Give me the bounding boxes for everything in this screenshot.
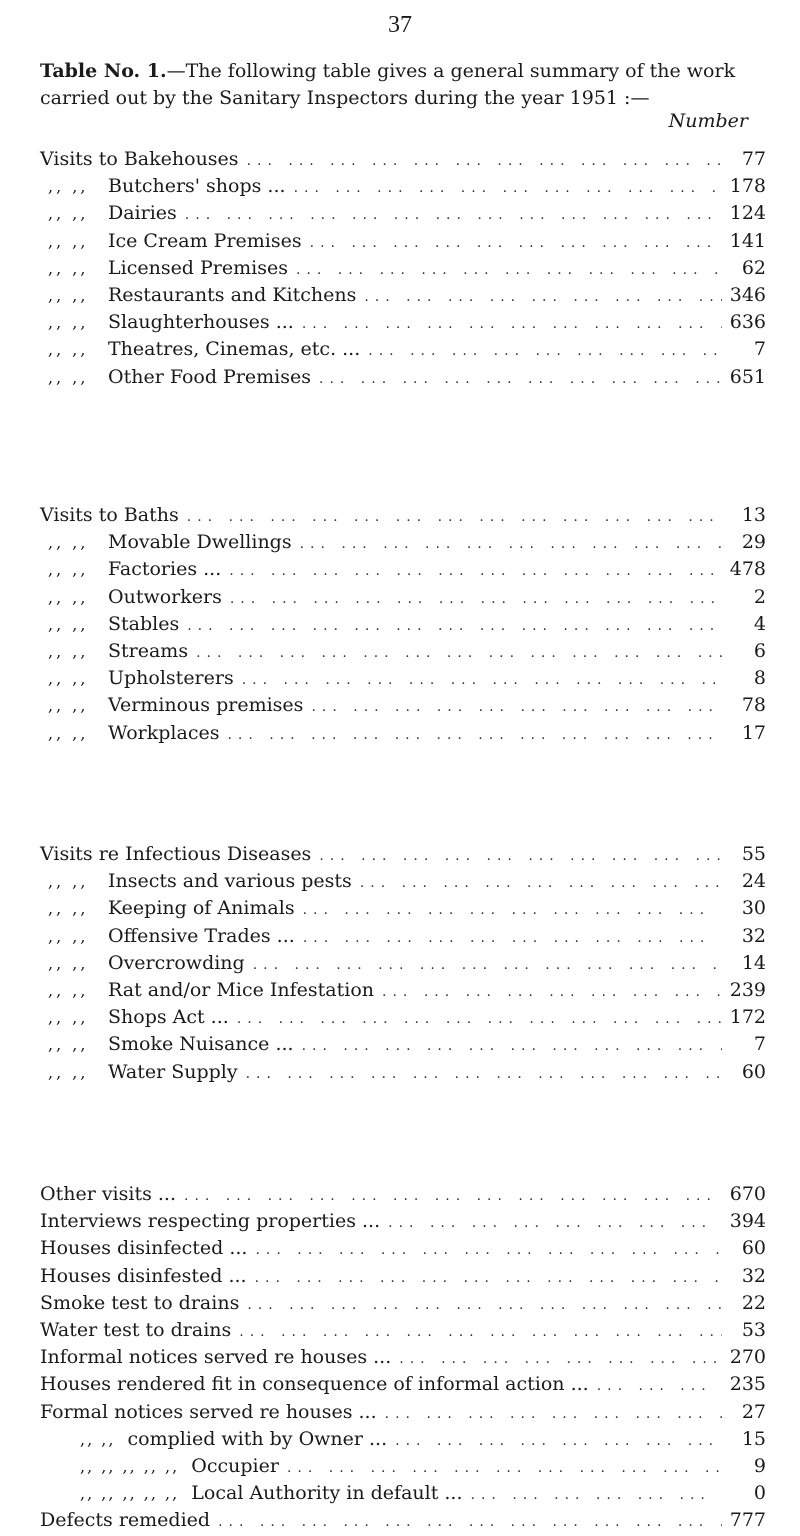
table-row bbox=[40, 1319, 766, 1346]
table-row bbox=[40, 338, 766, 365]
row-value: 478 bbox=[729, 558, 766, 581]
table-row bbox=[40, 175, 766, 202]
table-row bbox=[40, 640, 766, 667]
row-value: 29 bbox=[741, 531, 766, 554]
ditto-mark: ,, ,, bbox=[48, 177, 89, 197]
table-row bbox=[40, 1346, 766, 1373]
row-label: Theatres, Cinemas, etc. ... bbox=[108, 338, 361, 361]
row-value: 30 bbox=[741, 897, 766, 920]
row-value: 22 bbox=[741, 1291, 766, 1314]
ditto-mark: ,, ,, bbox=[48, 533, 89, 553]
table-row bbox=[40, 925, 766, 952]
row-label: Other visits ... bbox=[40, 1183, 176, 1205]
row-label: Infectious Diseases bbox=[125, 843, 312, 865]
row-label: Dairies bbox=[108, 202, 177, 225]
table-row bbox=[40, 1428, 766, 1455]
row-label: Interviews respecting properties ... bbox=[40, 1210, 381, 1233]
row-label: Workplaces bbox=[108, 721, 220, 744]
row-value: 7 bbox=[753, 338, 766, 361]
row-value: 2 bbox=[753, 585, 766, 608]
row-value: 32 bbox=[741, 1264, 766, 1287]
row-value: 55 bbox=[741, 843, 766, 865]
ditto-mark: ,, ,, bbox=[48, 872, 89, 892]
ditto-mark: ,, ,, bbox=[48, 560, 89, 580]
row-value: 636 bbox=[729, 311, 766, 334]
row-value: 77 bbox=[741, 148, 766, 170]
row-value: 651 bbox=[729, 365, 766, 388]
table-row bbox=[40, 202, 766, 229]
table-row bbox=[40, 504, 766, 531]
row-prefix: Visits re bbox=[40, 843, 120, 865]
row-value: 60 bbox=[741, 1237, 766, 1260]
table-row bbox=[40, 843, 766, 870]
row-value: 346 bbox=[729, 283, 766, 306]
row-value: 60 bbox=[741, 1060, 766, 1083]
table-row bbox=[40, 1401, 766, 1428]
table-row bbox=[40, 952, 766, 979]
ditto-mark: ,, ,, bbox=[48, 231, 89, 251]
row-value: 239 bbox=[729, 978, 766, 1001]
table-row bbox=[40, 1455, 766, 1482]
row-value: 270 bbox=[729, 1346, 766, 1369]
ditto-mark: ,, ,, bbox=[48, 669, 89, 689]
ditto-mark: ,, ,, bbox=[48, 1008, 89, 1028]
table-caption-text: —The following table gives a general summary of the work carried out by the Sanitary Inspectors during the year 1951 :— bbox=[40, 60, 736, 109]
ditto-mark: ,, ,, bbox=[48, 723, 89, 743]
row-label: Rat and/or Mice Infestation bbox=[108, 978, 375, 1001]
ditto-mark: ,, ,, bbox=[48, 926, 89, 946]
row-label: Stables bbox=[108, 612, 180, 635]
table-row bbox=[40, 1292, 766, 1319]
row-label: Offensive Trades ... bbox=[108, 924, 295, 947]
row-label: Occupier bbox=[191, 1454, 279, 1477]
row-label: Water test to drains bbox=[40, 1318, 232, 1341]
table-row bbox=[40, 284, 766, 311]
ditto-mark: ,, ,, bbox=[48, 614, 89, 634]
row-value: 141 bbox=[729, 229, 766, 252]
row-label: Local Authority in default ... bbox=[191, 1482, 463, 1505]
row-value: 4 bbox=[753, 612, 766, 635]
table-row bbox=[40, 1210, 766, 1237]
ditto-mark: ,, ,, bbox=[48, 367, 89, 387]
table-row bbox=[40, 870, 766, 897]
row-value: 13 bbox=[741, 504, 766, 526]
table-row bbox=[40, 979, 766, 1006]
row-label: Smoke Nuisance ... bbox=[108, 1033, 294, 1056]
row-label: Baths bbox=[123, 504, 179, 526]
row-label: Houses rendered fit in consequence of informal action ... bbox=[40, 1373, 589, 1396]
table-row bbox=[40, 1265, 766, 1292]
row-label: Formal notices served re houses ... bbox=[40, 1400, 377, 1423]
row-label: Keeping of Animals bbox=[108, 897, 295, 920]
row-label: Ice Cream Premises bbox=[108, 229, 302, 252]
group-visits-food bbox=[40, 148, 766, 393]
ditto-mark: ,, ,, bbox=[80, 1429, 116, 1449]
table-row bbox=[40, 1183, 766, 1210]
row-value: 78 bbox=[741, 694, 766, 717]
table-row bbox=[40, 1482, 766, 1509]
row-label: Restaurants and Kitchens bbox=[108, 283, 357, 306]
table-row bbox=[40, 257, 766, 284]
row-value: 6 bbox=[753, 639, 766, 662]
ditto-mark: ,, ,, bbox=[48, 587, 89, 607]
row-prefix: Visits to bbox=[40, 504, 118, 526]
row-value: 53 bbox=[741, 1318, 766, 1341]
row-value: 27 bbox=[741, 1400, 766, 1423]
row-label: Houses disinfected ... bbox=[40, 1237, 248, 1260]
group-other bbox=[40, 1183, 766, 1536]
row-label: Smoke test to drains bbox=[40, 1291, 240, 1314]
ditto-mark: ,, ,, bbox=[48, 258, 89, 278]
ditto-mark: ,, ,, bbox=[48, 204, 89, 224]
row-label: Houses disinfested ... bbox=[40, 1264, 247, 1287]
table-row bbox=[40, 586, 766, 613]
row-label: Shops Act ... bbox=[108, 1006, 229, 1029]
row-value: 9 bbox=[753, 1454, 766, 1477]
ditto-mark: ,, ,, bbox=[48, 1062, 89, 1082]
table-row bbox=[40, 1237, 766, 1264]
row-value: 17 bbox=[741, 721, 766, 744]
ditto-mark: ,, ,, bbox=[48, 696, 89, 716]
table-row bbox=[40, 1033, 766, 1060]
table-caption bbox=[40, 58, 770, 112]
table-row bbox=[40, 722, 766, 749]
table-row bbox=[40, 1373, 766, 1400]
row-value: 14 bbox=[741, 951, 766, 974]
row-label: Streams bbox=[108, 639, 189, 662]
table-row bbox=[40, 1509, 766, 1536]
row-label: complied with by Owner ... bbox=[127, 1427, 388, 1450]
table-row bbox=[40, 148, 766, 175]
row-label: Informal notices served re houses ... bbox=[40, 1346, 392, 1369]
row-label: Verminous premises bbox=[108, 694, 304, 717]
row-label: Insects and various pests bbox=[108, 870, 352, 893]
row-value: 32 bbox=[741, 924, 766, 947]
ditto-mark: ,, ,, bbox=[48, 285, 89, 305]
ditto-mark: ,, ,, bbox=[48, 899, 89, 919]
table-row bbox=[40, 311, 766, 338]
ditto-mark: ,, ,, bbox=[48, 1035, 89, 1055]
ditto-mark: ,, ,, bbox=[48, 980, 89, 1000]
row-label: Water Supply bbox=[108, 1060, 238, 1083]
row-value: 24 bbox=[741, 870, 766, 893]
column-header-number: Number bbox=[668, 110, 748, 132]
table-label: Table No. 1. bbox=[40, 60, 167, 82]
row-label: Defects remedied bbox=[40, 1509, 211, 1532]
row-label: Movable Dwellings bbox=[108, 531, 292, 554]
table-row bbox=[40, 667, 766, 694]
table-row bbox=[40, 1006, 766, 1033]
ditto-mark: ,, ,, bbox=[48, 953, 89, 973]
page-number: 37 bbox=[388, 12, 412, 38]
row-value: 235 bbox=[729, 1373, 766, 1396]
table-row bbox=[40, 230, 766, 257]
row-label: Overcrowding bbox=[108, 951, 245, 974]
row-label: Bakehouses bbox=[123, 148, 239, 170]
row-label: Outworkers bbox=[108, 585, 222, 608]
row-value: 670 bbox=[729, 1183, 766, 1205]
ditto-mark: ,, ,, bbox=[48, 641, 89, 661]
table-row bbox=[40, 558, 766, 585]
row-value: 394 bbox=[729, 1210, 766, 1233]
ditto-mark: ,, ,, ,, ,, ,, bbox=[80, 1456, 180, 1476]
table-row bbox=[40, 1061, 766, 1088]
table-row bbox=[40, 366, 766, 393]
ditto-mark: ,, ,, bbox=[48, 313, 89, 333]
ditto-mark: ,, ,, ,, ,, ,, bbox=[80, 1484, 180, 1504]
row-label: Other Food Premises bbox=[108, 365, 311, 388]
row-label: Upholsterers bbox=[108, 667, 234, 690]
row-label: Licensed Premises bbox=[108, 256, 288, 279]
row-label: Butchers' shops ... bbox=[108, 175, 286, 198]
row-value: 172 bbox=[729, 1006, 766, 1029]
row-value: 777 bbox=[729, 1509, 766, 1532]
table-row bbox=[40, 613, 766, 640]
row-value: 0 bbox=[753, 1482, 766, 1505]
table-row bbox=[40, 694, 766, 721]
row-prefix: Visits to bbox=[40, 148, 118, 170]
row-value: 8 bbox=[753, 667, 766, 690]
row-value: 62 bbox=[741, 256, 766, 279]
table-row bbox=[40, 897, 766, 924]
row-label: Factories ... bbox=[108, 558, 222, 581]
row-value: 124 bbox=[729, 202, 766, 225]
group-visits-re bbox=[40, 843, 766, 1088]
row-value: 7 bbox=[753, 1033, 766, 1056]
row-value: 178 bbox=[729, 175, 766, 198]
row-label: Slaughterhouses ... bbox=[108, 311, 294, 334]
table-row bbox=[40, 531, 766, 558]
group-visits-premises bbox=[40, 504, 766, 749]
ditto-mark: ,, ,, bbox=[48, 340, 89, 360]
row-value: 15 bbox=[741, 1427, 766, 1450]
